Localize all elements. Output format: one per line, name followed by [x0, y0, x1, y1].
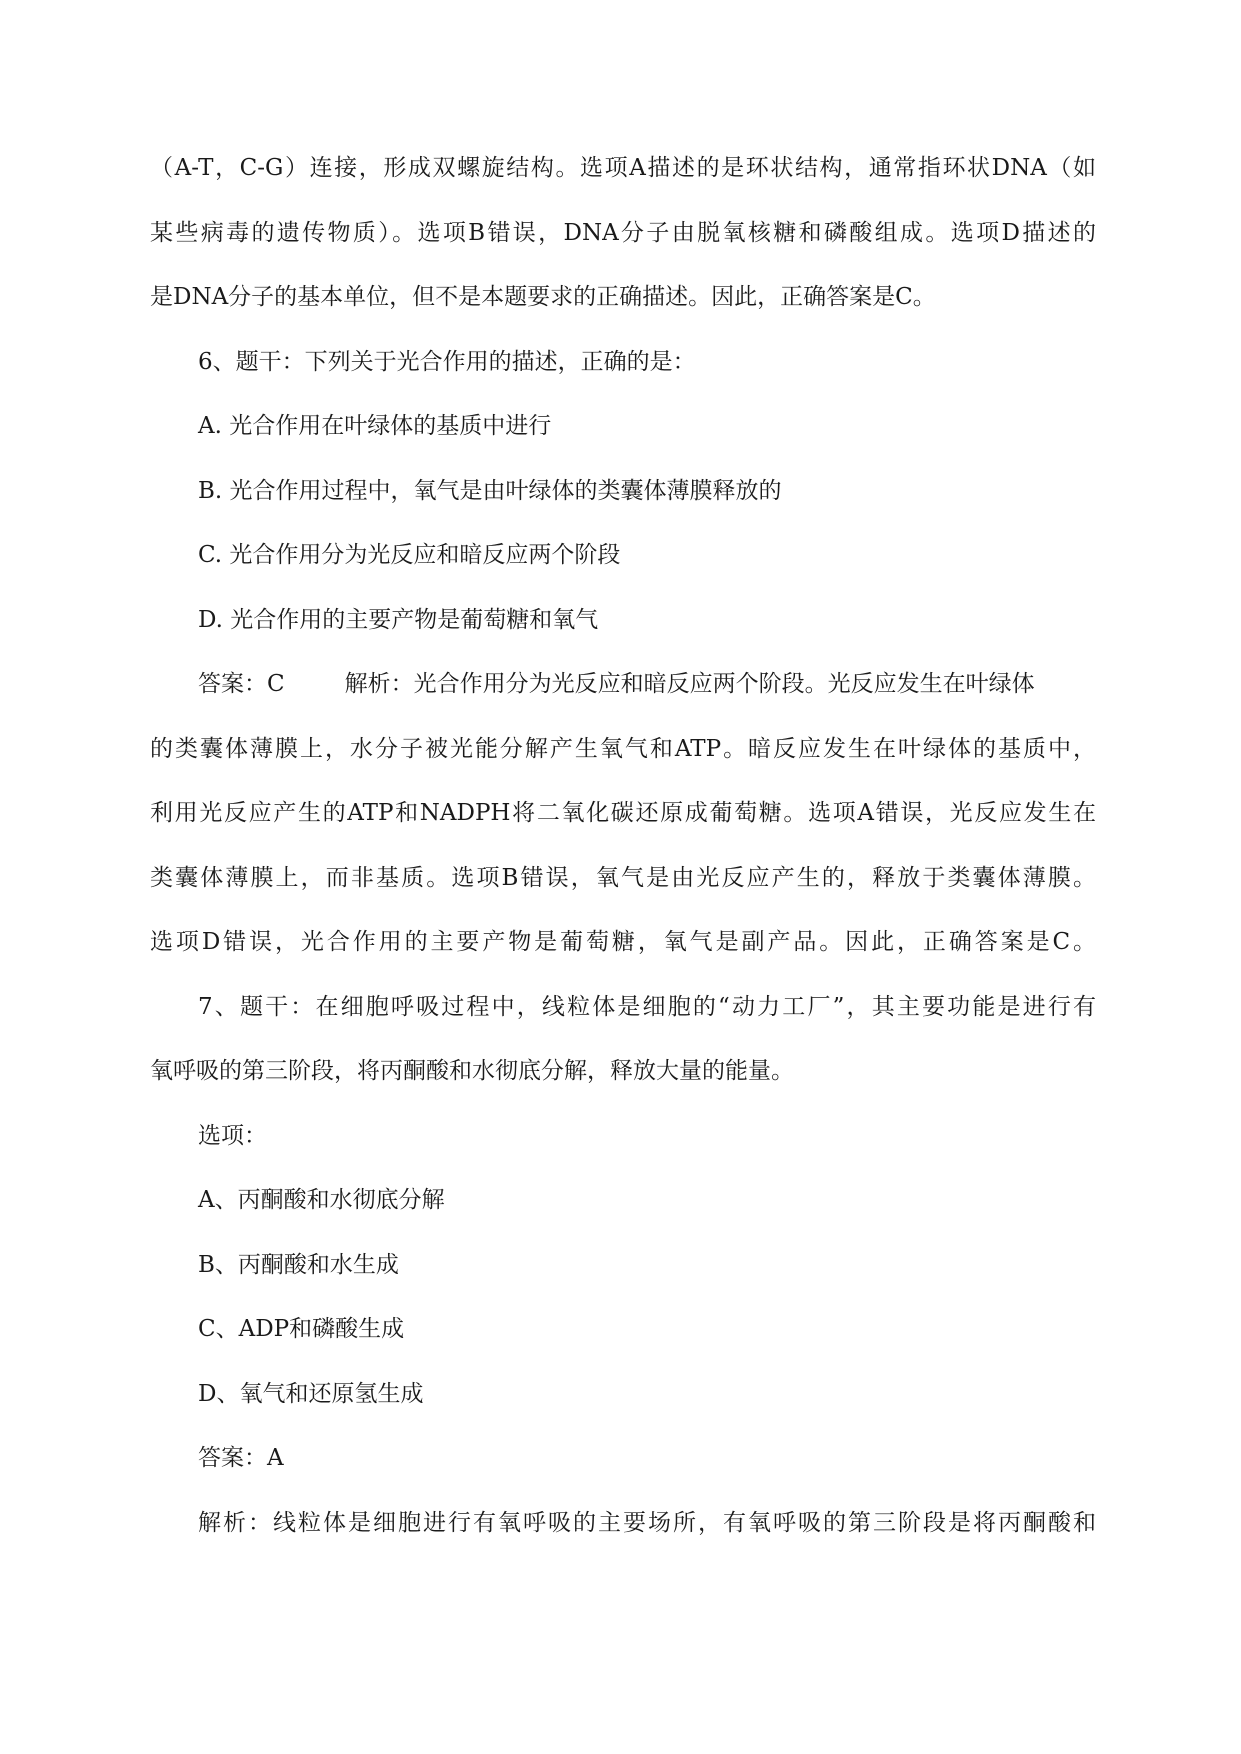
- option-a: A、丙酮酸和水彻底分解: [198, 1187, 445, 1213]
- text-line: 某些病毒的遗传物质）。选项B错误，DNA分子由脱氧核糖和磷酸组成。选项D描述的: [150, 219, 1096, 246]
- option-c: C、ADP和磷酸生成: [198, 1316, 405, 1342]
- answer-explanation-line: [150, 652, 1096, 717]
- text-line: （A-T，C-G）连接，形成双螺旋结构。选项A描述的是环状结构，通常指环状DNA（如: [150, 155, 1096, 181]
- option-d: D. 光合作用的主要产物是葡萄糖和氧气: [198, 606, 599, 633]
- option-b: B. 光合作用过程中，氧气是由叶绿体的类囊体薄膜释放的: [198, 477, 782, 504]
- text-line: 选项D错误，光合作用的主要产物是葡萄糖，氧气是副产品。因此，正确答案是C。: [150, 929, 1096, 955]
- explanation-line: 解析：线粒体是细胞进行有氧呼吸的主要场所，有氧呼吸的第三阶段是将丙酮酸和: [198, 1509, 1096, 1536]
- text-line: 的类囊体薄膜上，水分子被光能分解产生氧气和ATP。暗反应发生在叶绿体的基质中，: [150, 735, 1096, 762]
- text-line: 利用光反应产生的ATP和NADPH将二氧化碳还原成葡萄糖。选项A错误，光反应发生在: [150, 800, 1096, 826]
- option-c: C. 光合作用分为光反应和暗反应两个阶段: [198, 542, 621, 568]
- explanation-start: 解析：光合作用分为光反应和暗反应两个阶段。光反应发生在叶绿体: [344, 671, 1035, 697]
- text-line: 氧呼吸的第三阶段，将丙酮酸和水彻底分解，释放大量的能量。: [150, 1058, 794, 1084]
- option-a: A. 光合作用在叶绿体的基质中进行: [198, 413, 552, 439]
- answer-label: 答案：C: [198, 671, 285, 697]
- answer-label: 答案：A: [198, 1445, 284, 1471]
- option-d: D、氧气和还原氢生成: [198, 1380, 424, 1407]
- options-heading: 选项：: [198, 1122, 267, 1149]
- document-page: [150, 136, 1096, 1555]
- question-6-stem: 6、题干：下列关于光合作用的描述，正确的是：: [198, 348, 696, 375]
- question-7-stem: 7、题干：在细胞呼吸过程中，线粒体是细胞的“动力工厂”，其主要功能是进行有: [198, 993, 1096, 1020]
- text-line: 类囊体薄膜上，而非基质。选项B错误，氧气是由光反应产生的，释放于类囊体薄膜。: [150, 864, 1096, 891]
- option-b: B、丙酮酸和水生成: [198, 1251, 399, 1278]
- text-line: 是DNA分子的基本单位，但不是本题要求的正确描述。因此，正确答案是C。: [150, 284, 936, 310]
